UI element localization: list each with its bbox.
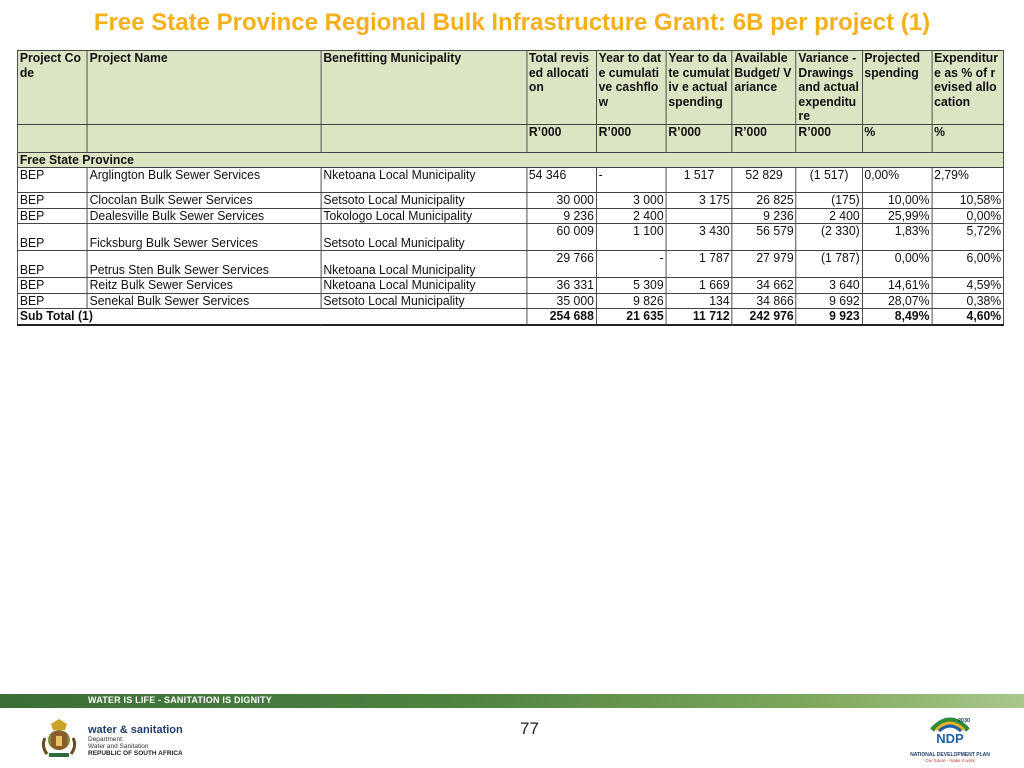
available-budget: 26 825 bbox=[732, 193, 796, 209]
unit-cell: % bbox=[932, 124, 1004, 152]
municipality: Setsoto Local Municipality bbox=[321, 293, 527, 309]
project-name: Senekal Bulk Sewer Services bbox=[87, 293, 321, 309]
variance: 2 400 bbox=[796, 208, 862, 224]
expenditure-pct: 6,00% bbox=[932, 251, 1004, 278]
subtotal-projected: 8,49% bbox=[862, 309, 932, 325]
col-header-total-allocation: Total revised allocation bbox=[527, 51, 597, 125]
grant-table bbox=[17, 50, 1004, 326]
municipality: Tokologo Local Municipality bbox=[321, 208, 527, 224]
project-code: BEP bbox=[17, 251, 87, 278]
page-number: 77 bbox=[520, 719, 539, 738]
expenditure-pct: 10,58% bbox=[932, 193, 1004, 209]
total-allocation: 36 331 bbox=[527, 278, 597, 294]
variance: 9 692 bbox=[796, 293, 862, 309]
unit-cell: % bbox=[862, 124, 932, 152]
unit-cell bbox=[87, 124, 321, 152]
ytd-cashflow: - bbox=[596, 251, 666, 278]
ytd-spending: 3 175 bbox=[666, 193, 732, 209]
variance: 3 640 bbox=[796, 278, 862, 294]
department-line: Department: bbox=[88, 736, 124, 743]
projected-spending: 1,83% bbox=[862, 224, 932, 251]
unit-cell bbox=[321, 124, 527, 152]
subtotal-spending: 11 712 bbox=[666, 309, 732, 325]
subtotal-label: Sub Total (1) bbox=[17, 309, 526, 325]
unit-cell: R’000 bbox=[527, 124, 597, 152]
total-allocation: 29 766 bbox=[527, 251, 597, 278]
col-header-variance: Variance - Drawings and actual expenditu re bbox=[796, 51, 862, 125]
ytd-cashflow: 2 400 bbox=[596, 208, 666, 224]
project-code: BEP bbox=[17, 208, 87, 224]
subtotal-expenditure-pct: 4,60% bbox=[932, 309, 1004, 325]
col-header-project-code: Project Code bbox=[17, 51, 87, 125]
total-allocation: 30 000 bbox=[527, 193, 597, 209]
project-code: BEP bbox=[17, 168, 87, 193]
municipality: Setsoto Local Municipality bbox=[321, 193, 527, 209]
project-name: Arglington Bulk Sewer Services bbox=[87, 168, 321, 193]
footer-banner bbox=[0, 694, 1024, 708]
project-name: Dealesville Bulk Sewer Services bbox=[87, 208, 321, 224]
ytd-spending: 1 669 bbox=[666, 278, 732, 294]
ndp-logo bbox=[910, 710, 990, 763]
variance: (2 330) bbox=[796, 224, 862, 251]
table-row bbox=[17, 168, 1003, 193]
ytd-spending: 3 430 bbox=[666, 224, 732, 251]
municipality: Nketoana Local Municipality bbox=[321, 251, 527, 278]
expenditure-pct: 4,59% bbox=[932, 278, 1004, 294]
variance: (1 517) bbox=[796, 168, 862, 193]
unit-cell: R’000 bbox=[732, 124, 796, 152]
municipality: Nketoana Local Municipality bbox=[321, 168, 527, 193]
project-name: Ficksburg Bulk Sewer Services bbox=[87, 224, 321, 251]
col-header-expenditure-pct: Expenditur e as % of revised allocation bbox=[932, 51, 1004, 125]
section-label: Free State Province bbox=[17, 152, 1003, 168]
projected-spending: 10,00% bbox=[862, 193, 932, 209]
ndp-logo-text: NDP bbox=[936, 731, 964, 746]
table-row bbox=[17, 251, 1003, 278]
available-budget: 34 662 bbox=[732, 278, 796, 294]
ytd-cashflow: 3 000 bbox=[596, 193, 666, 209]
ytd-spending bbox=[666, 208, 732, 224]
projected-spending: 25,99% bbox=[862, 208, 932, 224]
total-allocation: 54 346 bbox=[527, 168, 597, 193]
total-allocation: 60 009 bbox=[527, 224, 597, 251]
expenditure-pct: 0,38% bbox=[932, 293, 1004, 309]
col-header-available-budget: Available Budget/ Variance bbox=[732, 51, 796, 125]
expenditure-pct: 0,00% bbox=[932, 208, 1004, 224]
project-name: Petrus Sten Bulk Sewer Services bbox=[87, 251, 321, 278]
department-line: Water and Sanitation bbox=[88, 743, 149, 750]
page-title: Free State Province Regional Bulk Infrastructure Grant: 6B per project (1) bbox=[93, 9, 931, 36]
unit-cell: R’000 bbox=[596, 124, 666, 152]
available-budget: 9 236 bbox=[732, 208, 796, 224]
ytd-spending: 1 787 bbox=[666, 251, 732, 278]
table-row bbox=[17, 193, 1003, 209]
unit-cell: R’000 bbox=[666, 124, 732, 152]
project-code: BEP bbox=[17, 278, 87, 294]
projected-spending: 0,00% bbox=[862, 251, 932, 278]
ytd-cashflow: - bbox=[596, 168, 666, 193]
table-row bbox=[17, 293, 1003, 309]
available-budget: 34 866 bbox=[732, 293, 796, 309]
total-allocation: 9 236 bbox=[527, 208, 597, 224]
municipality: Nketoana Local Municipality bbox=[321, 278, 527, 294]
col-header-ytd-spending: Year to date cumulativ e actual spending bbox=[666, 51, 732, 125]
expenditure-pct: 2,79% bbox=[932, 168, 1004, 193]
subtotal-row bbox=[17, 309, 1003, 325]
subtotal-available: 242 976 bbox=[732, 309, 796, 325]
table-row bbox=[17, 208, 1003, 224]
header-row bbox=[17, 51, 1003, 125]
project-code: BEP bbox=[17, 224, 87, 251]
col-header-municipality: Benefitting Municipality bbox=[321, 51, 527, 125]
available-budget: 27 979 bbox=[732, 251, 796, 278]
coat-of-arms-icon bbox=[37, 716, 81, 760]
col-header-projected-spending: Projected spending bbox=[862, 51, 932, 125]
units-row bbox=[17, 124, 1003, 152]
banner-slogan: WATER IS LIFE - SANITATION IS DIGNITY bbox=[88, 695, 272, 705]
projected-spending: 0,00% bbox=[862, 168, 932, 193]
variance: (1 787) bbox=[796, 251, 862, 278]
project-code: BEP bbox=[17, 293, 87, 309]
available-budget: 52 829 bbox=[732, 168, 796, 193]
projected-spending: 14,61% bbox=[862, 278, 932, 294]
subtotal-variance: 9 923 bbox=[796, 309, 862, 325]
table-row bbox=[17, 278, 1003, 294]
unit-cell: R’000 bbox=[796, 124, 862, 152]
ndp-emblem-icon bbox=[926, 710, 974, 746]
department-logo bbox=[88, 724, 183, 757]
subtotal-cashflow: 21 635 bbox=[596, 309, 666, 325]
municipality: Setsoto Local Municipality bbox=[321, 224, 527, 251]
department-country: REPUBLIC OF SOUTH AFRICA bbox=[88, 750, 183, 757]
col-header-project-name: Project Name bbox=[87, 51, 321, 125]
unit-cell bbox=[17, 124, 87, 152]
ndp-title: NATIONAL DEVELOPMENT PLAN bbox=[910, 752, 990, 758]
ndp-tagline: Our future - make it work bbox=[925, 758, 975, 763]
department-name: water & sanitation bbox=[88, 724, 183, 736]
ytd-spending: 134 bbox=[666, 293, 732, 309]
project-code: BEP bbox=[17, 193, 87, 209]
available-budget: 56 579 bbox=[732, 224, 796, 251]
section-row bbox=[17, 152, 1003, 168]
table-row bbox=[17, 224, 1003, 251]
ytd-cashflow: 9 826 bbox=[596, 293, 666, 309]
ytd-cashflow: 1 100 bbox=[596, 224, 666, 251]
ytd-spending: 1 517 bbox=[666, 168, 732, 193]
expenditure-pct: 5,72% bbox=[932, 224, 1004, 251]
ndp-year: 2030 bbox=[957, 718, 971, 724]
variance: (175) bbox=[796, 193, 862, 209]
project-name: Clocolan Bulk Sewer Services bbox=[87, 193, 321, 209]
projected-spending: 28,07% bbox=[862, 293, 932, 309]
total-allocation: 35 000 bbox=[527, 293, 597, 309]
subtotal-allocation: 254 688 bbox=[527, 309, 597, 325]
project-name: Reitz Bulk Sewer Services bbox=[87, 278, 321, 294]
ytd-cashflow: 5 309 bbox=[596, 278, 666, 294]
col-header-ytd-cashflow: Year to date cumulative cashflow bbox=[596, 51, 666, 125]
